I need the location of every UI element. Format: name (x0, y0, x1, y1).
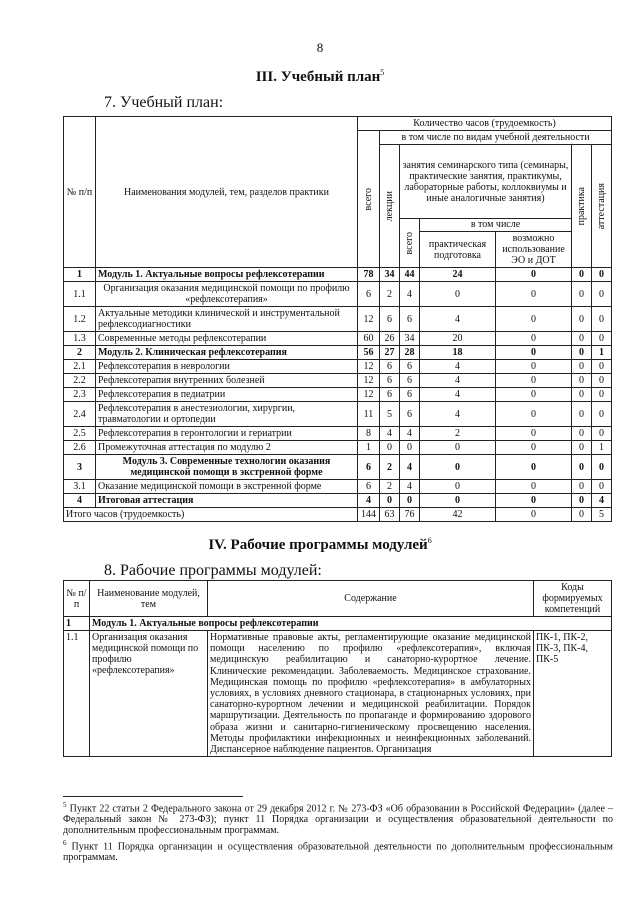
table-row (64, 346, 612, 360)
row-value: 0 (496, 441, 572, 455)
row-value: 0 (496, 332, 572, 346)
prog-header-name: Наименование модулей, тем (90, 581, 208, 617)
row-value: 0 (592, 268, 612, 282)
row-value: 0 (496, 402, 572, 427)
row-value: 20 (420, 332, 496, 346)
row-value: 0 (572, 427, 592, 441)
table-row (64, 480, 612, 494)
row-value: 6 (400, 388, 420, 402)
row-value: 78 (358, 268, 380, 282)
row-value: 4 (400, 282, 420, 307)
row-name: Модуль 1. Актуальные вопросы рефлексотерапии (96, 268, 358, 282)
row-value: 0 (420, 441, 496, 455)
row-num: 1 (64, 268, 96, 282)
row-value: 0 (496, 282, 572, 307)
row-name: Итоговая аттестация (96, 494, 358, 508)
footnote-ref-5: 5 (380, 68, 385, 77)
row-value: 0 (572, 307, 592, 332)
row-value: 12 (358, 307, 380, 332)
row-value: 0 (592, 332, 612, 346)
header-name: Наименования модулей, тем, разделов практики (96, 117, 358, 268)
table-row (64, 332, 612, 346)
row-value: 1 (592, 441, 612, 455)
row-value: 6 (380, 307, 400, 332)
row-value: 26 (380, 332, 400, 346)
row-value: 0 (496, 360, 572, 374)
row-value: 2 (380, 455, 400, 480)
row-value: 0 (496, 307, 572, 332)
row-value: 0 (592, 374, 612, 388)
page-number: 8 (316, 40, 324, 55)
row-num: 2.2 (64, 374, 96, 388)
row-value: 4 (400, 427, 420, 441)
table-total-row (64, 508, 612, 522)
row-value: 11 (358, 402, 380, 427)
row-value: 76 (400, 508, 420, 522)
row-name: Рефлексотерапия в педиатрии (96, 388, 358, 402)
row-value: 8 (358, 427, 380, 441)
row-value: 0 (572, 494, 592, 508)
row-value: 60 (358, 332, 380, 346)
header-prac-prep: практическая подготовка (420, 232, 496, 267)
row-value: 34 (400, 332, 420, 346)
row-value: 0 (496, 494, 572, 508)
row-name: Промежуточная аттестация по модулю 2 (96, 441, 358, 455)
row-value: 6 (358, 480, 380, 494)
row-value: 2 (420, 427, 496, 441)
row-num: 2.6 (64, 441, 96, 455)
row-value: 0 (420, 455, 496, 480)
row-name: Организация оказания медицинской помощи по профилю «рефлексотерапия» (96, 282, 358, 307)
row-value: 0 (572, 346, 592, 360)
row-value: 27 (380, 346, 400, 360)
row-name: Рефлексотерапия в геронтологии и гериатрии (96, 427, 358, 441)
row-value: 0 (496, 455, 572, 480)
row-name: Модуль 2. Клиническая рефлексотерапия (96, 346, 358, 360)
row-num: 2.4 (64, 402, 96, 427)
curriculum-table (63, 116, 612, 522)
table-row (64, 427, 612, 441)
row-value: 4 (380, 427, 400, 441)
prog-module-name: Модуль 1. Актуальные вопросы рефлексотерапии (90, 617, 612, 631)
prog-header-content: Содержание (208, 581, 534, 617)
row-value: 4 (358, 494, 380, 508)
row-num: 2.5 (64, 427, 96, 441)
header-distance: возможно использование ЭО и ДОТ (502, 233, 565, 266)
row-value: 0 (592, 360, 612, 374)
table-row (64, 455, 612, 480)
table-row (64, 360, 612, 374)
row-value: 0 (592, 480, 612, 494)
prog-header-num: № п/п (64, 581, 90, 617)
total-label: Итого часов (трудоемкость) (64, 508, 358, 522)
row-value: 0 (592, 402, 612, 427)
footnote-divider (63, 796, 243, 797)
row-name: Рефлексотерапия в анестезиологии, хирургии, травматологии и ортопедии (96, 402, 358, 427)
row-value: 1 (592, 346, 612, 360)
row-value: 0 (572, 508, 592, 522)
row-value: 0 (572, 480, 592, 494)
prog-header-codes: Коды формируемых компетенций (534, 581, 612, 617)
row-value: 6 (400, 307, 420, 332)
row-value: 6 (380, 374, 400, 388)
row-value: 144 (358, 508, 380, 522)
row-value: 0 (496, 374, 572, 388)
row-value: 0 (572, 268, 592, 282)
prog-row-name: Организация оказания медицинской помощи по профилю «рефлексотерапия» (90, 631, 208, 757)
row-value: 0 (380, 494, 400, 508)
row-name: Модуль 3. Современные технологии оказания медицинской помощи в экстренной форме (96, 455, 358, 480)
row-value: 0 (572, 441, 592, 455)
row-value: 0 (400, 494, 420, 508)
row-value: 0 (496, 268, 572, 282)
row-value: 18 (420, 346, 496, 360)
row-value: 0 (572, 388, 592, 402)
row-num: 1.1 (64, 282, 96, 307)
header-sem-total: всего (400, 219, 420, 268)
row-num: 2.1 (64, 360, 96, 374)
row-value: 0 (496, 480, 572, 494)
row-value: 0 (420, 480, 496, 494)
footnote-5: $^5$ Пункт 22 статьи 2 Федерального закона от 29 декабря 2012 г. № 273-ФЗ «Об образовании в Российской Федерации» (далее – Федеральный закон № 273-ФЗ); пункт 11 Порядка организации и осуществления образовательной деятельности по дополнительным профессиональным программам. (63, 801, 614, 837)
row-value: 6 (400, 360, 420, 374)
header-seminar: занятия семинарского типа (семинары, практические занятия, практикумы, лабораторные работы, коллоквиумы и иные аналогичные занятия) (400, 145, 572, 219)
table-row (64, 402, 612, 427)
row-value: 42 (420, 508, 496, 522)
header-incl: в том числе (420, 219, 571, 232)
row-name: Современные методы рефлексотерапии (96, 332, 358, 346)
row-value: 0 (592, 388, 612, 402)
table-row (64, 374, 612, 388)
row-value: 4 (592, 494, 612, 508)
row-value: 6 (400, 374, 420, 388)
row-value: 0 (420, 282, 496, 307)
row-name: Рефлексотерапия внутренних болезней (96, 374, 358, 388)
row-value: 0 (572, 455, 592, 480)
programs-table (63, 580, 612, 757)
row-value: 0 (496, 346, 572, 360)
header-practice: практика (572, 145, 592, 268)
row-num: 3.1 (64, 480, 96, 494)
header-incl-group (420, 219, 572, 268)
row-value: 5 (380, 402, 400, 427)
subsection-7-title: 7. Учебный план: (104, 94, 224, 111)
row-value: 4 (420, 374, 496, 388)
row-value: 0 (572, 282, 592, 307)
row-value: 34 (380, 268, 400, 282)
row-num: 2 (64, 346, 96, 360)
row-value: 12 (358, 388, 380, 402)
prog-row-codes: ПК-1, ПК-2, ПК-3, ПК-4, ПК-5 (534, 631, 612, 757)
footnote-ref-6: 6 (427, 536, 432, 545)
prog-module-num: 1 (64, 617, 90, 631)
row-num: 2.3 (64, 388, 96, 402)
row-value: 0 (496, 388, 572, 402)
row-name: Оказание медицинской помощи в экстренной форме (96, 480, 358, 494)
table-row (64, 307, 612, 332)
row-num: 4 (64, 494, 96, 508)
row-value: 5 (592, 508, 612, 522)
row-value: 4 (400, 455, 420, 480)
row-value: 24 (420, 268, 496, 282)
row-value: 4 (420, 402, 496, 427)
header-attestation: аттестация (592, 145, 612, 268)
section-4-title: IV. Рабочие программы модулей$^6$ (208, 536, 432, 553)
section-3-title: III. Учебный план$^5$ (255, 68, 385, 85)
row-name: Актуальные методики клинической и инструментальной рефлексодиагностики (96, 307, 358, 332)
header-by-type: в том числе по видам учебной деятельности (380, 131, 612, 145)
row-value: 2 (380, 480, 400, 494)
row-value: 44 (400, 268, 420, 282)
table-row (64, 494, 612, 508)
row-value: 0 (400, 441, 420, 455)
subsection-8-title: 8. Рабочие программы модулей: (104, 562, 322, 579)
row-value: 2 (380, 282, 400, 307)
row-value: 4 (420, 388, 496, 402)
prog-row-content: Нормативные правовые акты, регламентирующие оказание медицинской помощи населению по профилю «рефлексотерапия», включая медицинскую реабилитацию и санаторно-курортное лечение. Клинические рекомендации. Заболеваемость. Медицинское страхование. Медицинская помощь по профилю «рефлексотерапия» в амбулаторных условиях, в условиях дневного стационара, в стационарных условиях, при санаторно-курортном лечении и медицинской реабилитации. Порядок маршрутизации. Деятельность по пропаганде и формированию здорового образа жизни и санитарно-гигиеническому просвещению населения. Методы профилактики инфекционных и неинфекционных заболеваний. Диспансерное наблюдение пациентов. Организация (208, 631, 534, 757)
table-row (64, 282, 612, 307)
row-value: 1 (358, 441, 380, 455)
row-value: 4 (420, 307, 496, 332)
footnote-6: $^6$ Пункт 11 Порядка организации и осуществления образовательной деятельности по дополнительным профессиональным программам. (63, 839, 614, 864)
row-num: 1.3 (64, 332, 96, 346)
table-row (64, 441, 612, 455)
row-value: 6 (380, 360, 400, 374)
row-value: 0 (592, 427, 612, 441)
row-value: 0 (592, 455, 612, 480)
row-value: 6 (358, 455, 380, 480)
row-value: 0 (496, 508, 572, 522)
header-total: всего (358, 131, 380, 268)
prog-row-num: 1.1 (64, 631, 90, 757)
row-value: 0 (420, 494, 496, 508)
row-num: 1.2 (64, 307, 96, 332)
row-value: 63 (380, 508, 400, 522)
row-value: 12 (358, 374, 380, 388)
row-value: 4 (400, 480, 420, 494)
header-hours: Количество часов (трудоемкость) (358, 117, 612, 131)
row-value: 0 (592, 307, 612, 332)
table-row (64, 388, 612, 402)
table-row (64, 268, 612, 282)
row-value: 6 (358, 282, 380, 307)
row-value: 6 (380, 388, 400, 402)
row-value: 0 (572, 402, 592, 427)
row-value: 0 (572, 332, 592, 346)
row-value: 28 (400, 346, 420, 360)
row-name: Рефлексотерапия в неврологии (96, 360, 358, 374)
row-value: 6 (400, 402, 420, 427)
row-value: 0 (572, 360, 592, 374)
header-num: № п/п (64, 117, 96, 268)
row-value: 0 (496, 427, 572, 441)
row-value: 0 (592, 282, 612, 307)
row-value: 4 (420, 360, 496, 374)
header-lectures: лекции (380, 145, 400, 268)
row-value: 56 (358, 346, 380, 360)
row-value: 12 (358, 360, 380, 374)
row-value: 0 (380, 441, 400, 455)
row-num: 3 (64, 455, 96, 480)
row-value: 0 (572, 374, 592, 388)
